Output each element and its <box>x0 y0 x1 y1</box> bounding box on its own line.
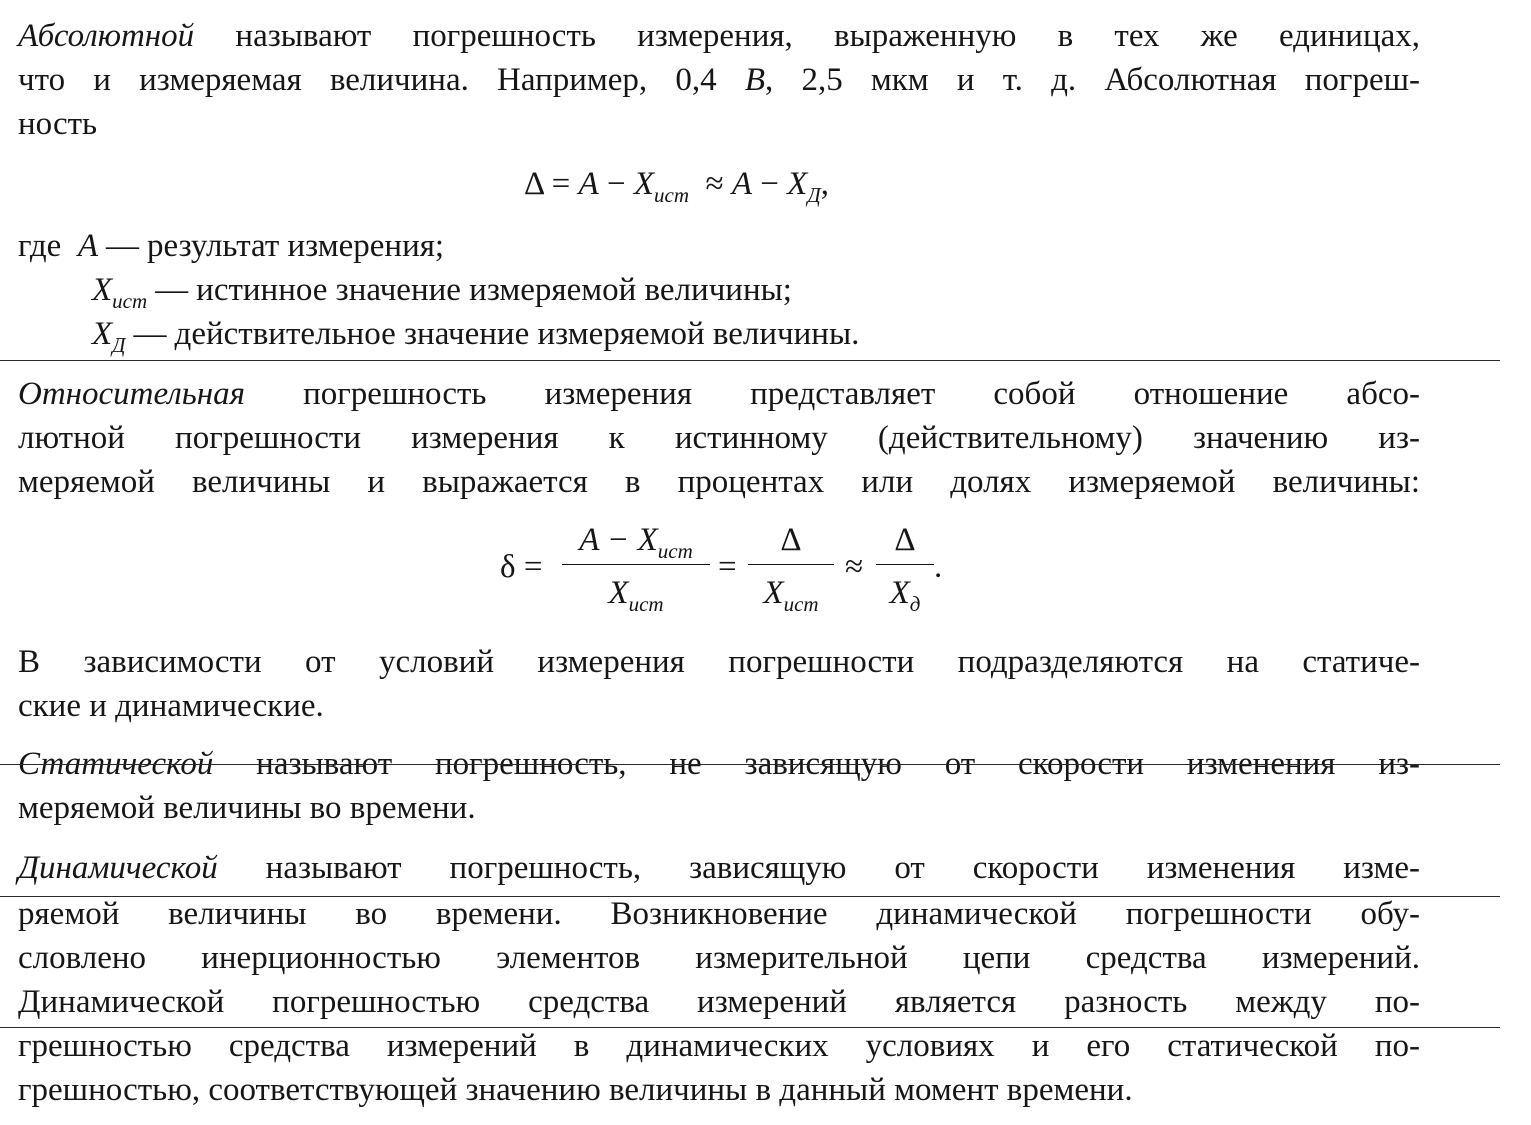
frac2-den-x: X <box>763 575 784 611</box>
def-x-d <box>92 312 859 356</box>
frac3-denominator <box>876 571 934 615</box>
p2-line-3: меряемой величины и выражается в процентах или долях измеряемой величины: <box>18 464 1420 500</box>
p2-line-1 <box>18 372 1420 416</box>
p5-line-5: грешностью средства измерений в динамических условиях и его статической по- <box>18 1028 1420 1064</box>
unit-volt: В <box>744 62 765 98</box>
p5-line-1-text: называют погрешность, зависящую от скорости изменения изме- <box>265 850 1420 886</box>
p3-line-2: ские и динамические. <box>18 688 324 724</box>
formula1-sub-d: Д <box>807 183 821 207</box>
formula1-sub-ist: ист <box>654 183 689 207</box>
p5-line-6: грешностью, соответствующей значению величины в данный момент времени. <box>18 1072 1133 1108</box>
p4-line-1-text: называют погрешность, не зависящую от скорости изменения из- <box>256 746 1420 782</box>
formula2-eq-2: = <box>718 549 737 585</box>
term-relative: Относительная <box>18 376 245 412</box>
frac3-den-x: X <box>889 575 910 611</box>
p1-line-1-text: называют погрешность измерения, выраженную в тех же единицах, <box>235 18 1421 54</box>
p5-line-2: ряемой величины во времени. Возникновение динамической погрешности обу- <box>18 896 1420 932</box>
frac3-bar <box>876 564 934 565</box>
def-a <box>18 224 444 268</box>
def-a-dash: — <box>106 228 140 264</box>
p1-line-1 <box>18 14 1420 58</box>
p1-line-2 <box>18 58 1420 102</box>
formula2-delta-small: δ <box>500 549 516 585</box>
def-x-d-text: действительное значение измеряемой величины. <box>174 316 860 352</box>
def-a-text: результат измерения; <box>147 228 445 264</box>
def-a-var: A <box>77 228 99 264</box>
formula-absolute-error <box>524 166 829 207</box>
frac1-den-sub: ист <box>628 592 664 616</box>
formula1-approx: ≈ <box>705 166 724 202</box>
term-static: Статической <box>18 746 214 782</box>
term-dynamic: Динамической <box>18 850 218 886</box>
formula2-fraction-1 <box>562 518 710 615</box>
p5-line-3: словлено инерционностью элементов измерительной цепи средства измерений. <box>18 940 1420 976</box>
formula1-a: A <box>578 166 599 202</box>
def-x-ist-sub: ист <box>112 289 148 313</box>
formula2-fraction-2 <box>748 518 834 615</box>
frac1-num-sub: ист <box>657 539 693 563</box>
term-absolute: Абсолютной <box>18 18 195 54</box>
frac2-numerator: Δ <box>780 522 802 558</box>
formula2-fraction-3 <box>876 518 934 615</box>
def-x-ist-text: истинное значение измеряемой величины; <box>196 272 792 308</box>
p5-line-1 <box>18 846 1420 890</box>
frac1-bar <box>562 564 710 565</box>
formula1-comma: , <box>820 166 829 202</box>
formula2-approx: ≈ <box>845 549 864 585</box>
p2-line-2: лютной погрешности измерения к истинному (действительному) значению из- <box>18 420 1420 456</box>
formula1-x-d: X <box>787 166 808 202</box>
def-x-d-sub: Д <box>112 333 126 357</box>
formula1-minus-2: − <box>760 166 779 202</box>
formula1-minus: − <box>606 166 626 202</box>
p1-line-2-text-a: что и измеряемая величина. Например, 0,4 <box>18 62 717 98</box>
formula1-x-ist: X <box>633 166 654 202</box>
frac3-den-sub: д <box>909 592 921 616</box>
p5-line-4: Динамической погрешностью средства измерений является разность между по- <box>18 984 1420 1020</box>
def-x-ist <box>92 268 792 312</box>
p3-line-1: В зависимости от условий измерения погрешности подразделяются на статиче- <box>18 644 1420 680</box>
formula2-lhs <box>500 545 542 589</box>
formula1-delta: Δ <box>524 166 544 202</box>
frac2-denominator <box>748 571 834 615</box>
divider-2 <box>0 764 1500 765</box>
p1-line-3: ность <box>18 106 98 142</box>
formula2-eq-1: = <box>523 549 543 585</box>
p4-line-2: меряемой величины во времени. <box>18 790 476 826</box>
frac3-numerator: Δ <box>894 522 916 558</box>
frac2-den-sub: ист <box>783 592 819 616</box>
frac1-num-text: A − X <box>579 522 658 558</box>
frac1-denominator <box>562 571 710 615</box>
def-x-d-var: X <box>92 316 113 352</box>
frac1-numerator <box>562 518 710 562</box>
divider-1 <box>0 360 1500 361</box>
p2-line-1-text: погрешность измерения представляет собой отношение абсо- <box>303 376 1421 412</box>
p1-line-2-text-b: , 2,5 мкм и т. д. Абсолютная погреш- <box>765 62 1421 98</box>
def-x-d-dash: — <box>133 316 167 352</box>
formula1-a-2: A <box>731 166 753 202</box>
formula2-period: . <box>934 549 943 585</box>
frac2-bar <box>748 564 834 565</box>
def-x-ist-var: X <box>92 272 113 308</box>
frac1-den-x: X <box>608 575 629 611</box>
def-where: где <box>18 228 62 264</box>
formula1-eq: = <box>551 166 571 202</box>
def-x-ist-dash: — <box>155 272 189 308</box>
